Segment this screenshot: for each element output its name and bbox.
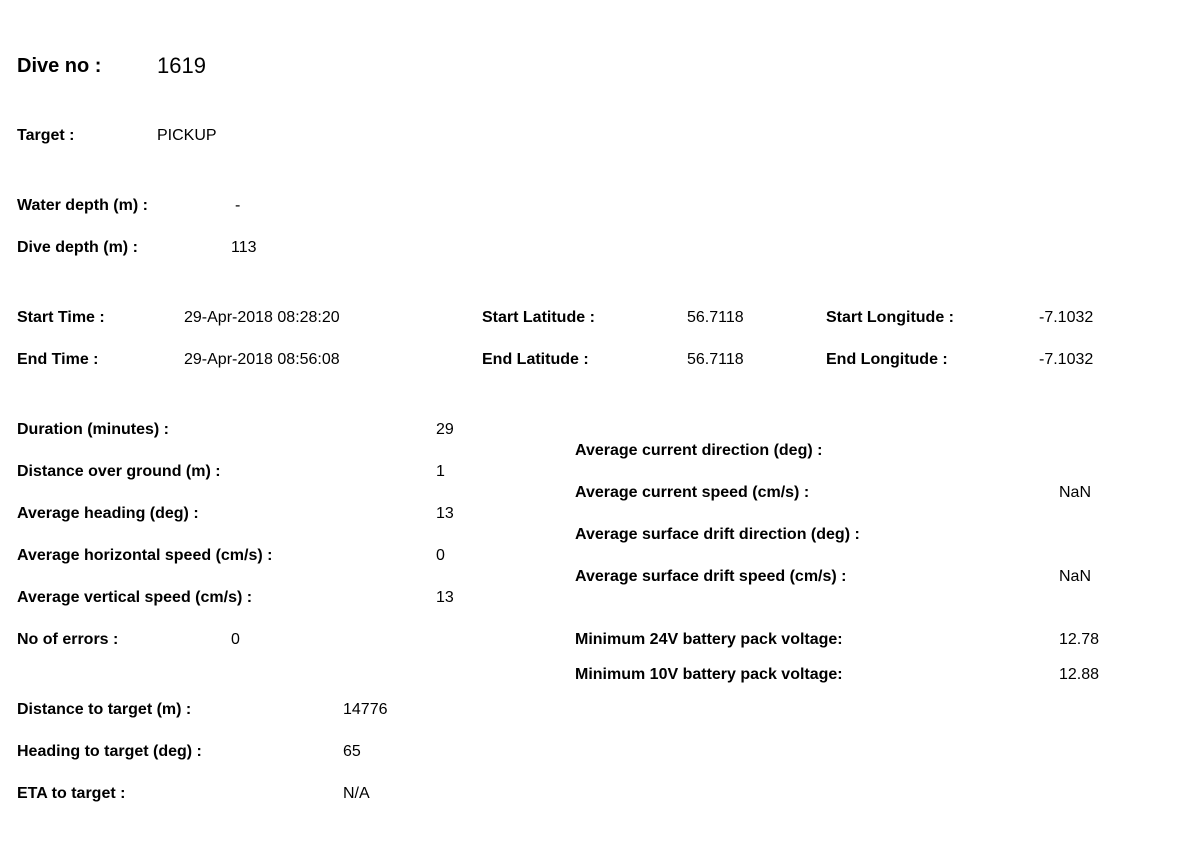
water-depth-label: Water depth (m) :	[17, 197, 148, 214]
end-latitude-value: 56.7118	[687, 351, 744, 368]
start-time-label: Start Time :	[17, 309, 105, 326]
distance-over-ground-label: Distance over ground (m) :	[17, 463, 221, 480]
duration-value: 29	[436, 421, 454, 438]
start-latitude-label: Start Latitude :	[482, 309, 595, 326]
heading-to-target-label: Heading to target (deg) :	[17, 743, 202, 760]
dive-depth-label: Dive depth (m) :	[17, 239, 138, 256]
end-longitude-label: End Longitude :	[826, 351, 948, 368]
eta-to-target-label: ETA to target :	[17, 785, 126, 802]
average-horizontal-speed-label: Average horizontal speed (cm/s) :	[17, 547, 273, 564]
end-time-value: 29-Apr-2018 08:56:08	[184, 351, 340, 368]
battery-10v-value: 12.88	[1059, 666, 1100, 683]
average-horizontal-speed-value: 0	[436, 547, 445, 564]
start-latitude-value: 56.7118	[687, 309, 744, 326]
battery-24v-label: Minimum 24V battery pack voltage:	[575, 631, 843, 648]
current-speed-label: Average current speed (cm/s) :	[575, 484, 810, 501]
battery-24v-value: 12.78	[1059, 631, 1100, 648]
average-vertical-speed-value: 13	[436, 589, 454, 606]
dive-no-label: Dive no :	[17, 55, 102, 77]
errors-value: 0	[231, 631, 240, 648]
end-longitude-value: -7.1032	[1039, 351, 1094, 368]
eta-to-target-value: N/A	[343, 785, 370, 802]
surface-drift-speed-value: NaN	[1059, 568, 1092, 585]
end-time-label: End Time :	[17, 351, 99, 368]
errors-label: No of errors :	[17, 631, 119, 648]
start-time-value: 29-Apr-2018 08:28:20	[184, 309, 340, 326]
heading-to-target-value: 65	[343, 743, 361, 760]
dive-no-value: 1619	[157, 53, 206, 78]
water-depth-value: -	[235, 197, 241, 214]
dive-depth-value: 113	[231, 239, 257, 256]
duration-label: Duration (minutes) :	[17, 421, 169, 438]
current-speed-value: NaN	[1059, 484, 1092, 501]
target-label: Target :	[17, 127, 75, 144]
target-value: PICKUP	[157, 127, 217, 144]
battery-10v-label: Minimum 10V battery pack voltage:	[575, 666, 843, 683]
distance-to-target-value: 14776	[343, 701, 388, 718]
end-latitude-label: End Latitude :	[482, 351, 589, 368]
current-direction-label: Average current direction (deg) :	[575, 442, 823, 459]
average-heading-label: Average heading (deg) :	[17, 505, 199, 522]
average-vertical-speed-label: Average vertical speed (cm/s) :	[17, 589, 253, 606]
surface-drift-direction-label: Average surface drift direction (deg) :	[575, 526, 860, 543]
distance-to-target-label: Distance to target (m) :	[17, 701, 192, 718]
start-longitude-label: Start Longitude :	[826, 309, 954, 326]
surface-drift-speed-label: Average surface drift speed (cm/s) :	[575, 568, 847, 585]
distance-over-ground-value: 1	[436, 463, 445, 480]
average-heading-value: 13	[436, 505, 454, 522]
start-longitude-value: -7.1032	[1039, 309, 1094, 326]
